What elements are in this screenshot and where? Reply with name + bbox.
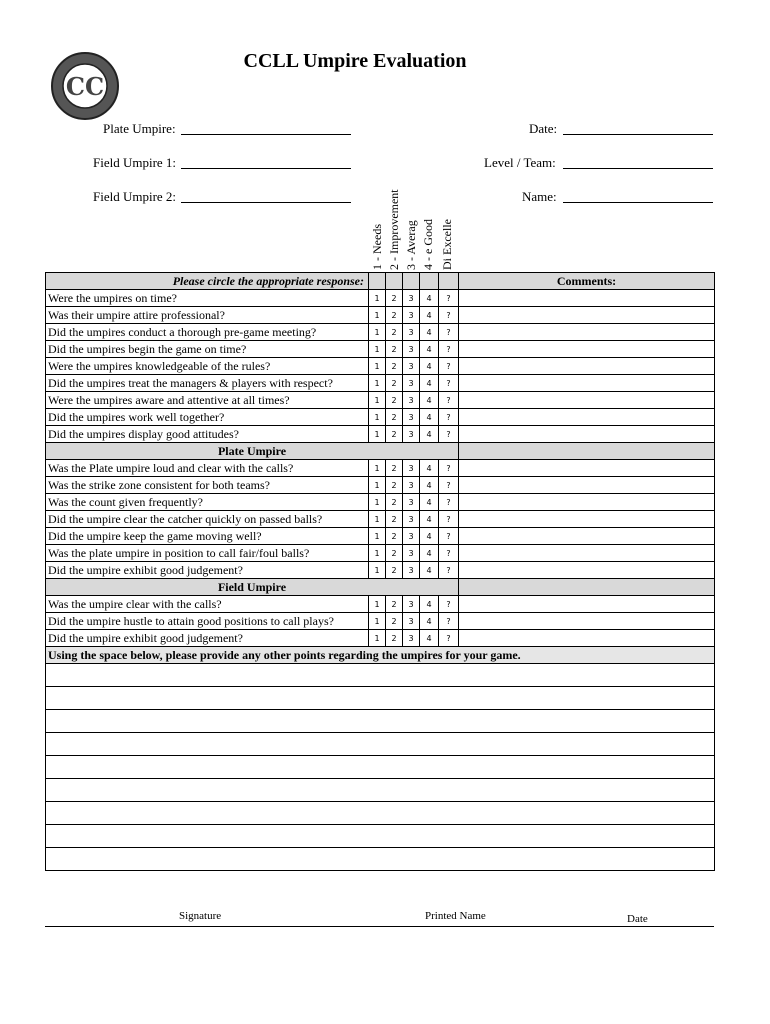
- plate-umpire-section: [46, 443, 715, 460]
- comment-cell[interactable]: [459, 290, 715, 307]
- question-row: [46, 528, 715, 545]
- question-row: [46, 392, 715, 409]
- notes-prompt-row: [46, 647, 715, 664]
- notes-line[interactable]: [46, 802, 715, 825]
- question-row: [46, 290, 715, 307]
- rating-option-1[interactable]: 1: [369, 375, 386, 392]
- question-row: [46, 358, 715, 375]
- rating-option-1[interactable]: 1: [369, 613, 386, 630]
- question-text: Did the umpire hustle to attain good positions to call plays?: [46, 613, 369, 630]
- rating-option-5[interactable]: ?: [439, 494, 459, 511]
- rating-option-3[interactable]: 3: [403, 630, 420, 647]
- comment-cell[interactable]: [459, 324, 715, 341]
- rating-option-3[interactable]: 3: [403, 562, 420, 579]
- question-text: Did the umpires conduct a thorough pre-game meeting?: [46, 324, 369, 341]
- notes-cell[interactable]: [46, 733, 715, 756]
- rating-option-4[interactable]: 4: [420, 426, 439, 443]
- rating-option-2[interactable]: 2: [386, 494, 403, 511]
- comment-cell[interactable]: [459, 562, 715, 579]
- rating-option-3[interactable]: 3: [403, 358, 420, 375]
- rating-option-2[interactable]: 2: [386, 596, 403, 613]
- rating-option-4[interactable]: 4: [420, 375, 439, 392]
- question-text: Did the umpires treat the managers & players with respect?: [46, 375, 369, 392]
- question-row: [46, 324, 715, 341]
- rating-option-4[interactable]: 4: [420, 596, 439, 613]
- question-text: Did the umpires display good attitudes?: [46, 426, 369, 443]
- question-text: Did the umpires begin the game on time?: [46, 341, 369, 358]
- rating-option-1[interactable]: 1: [369, 511, 386, 528]
- rating-option-5[interactable]: ?: [439, 392, 459, 409]
- rating-option-4[interactable]: 4: [420, 392, 439, 409]
- rating-option-2[interactable]: 2: [386, 375, 403, 392]
- notes-cell[interactable]: [46, 825, 715, 848]
- notes-cell[interactable]: [46, 848, 715, 871]
- question-row: [46, 426, 715, 443]
- field-umpire-1-label: Field Umpire 1:: [93, 155, 177, 170]
- rating-option-1[interactable]: 1: [369, 596, 386, 613]
- rating-option-2[interactable]: 2: [386, 341, 403, 358]
- comment-cell[interactable]: [459, 545, 715, 562]
- rating-option-3[interactable]: 3: [403, 511, 420, 528]
- field-umpire-section: [46, 579, 715, 596]
- rating-option-4[interactable]: 4: [420, 358, 439, 375]
- rating-option-3[interactable]: 3: [403, 341, 420, 358]
- notes-cell[interactable]: [46, 756, 715, 779]
- rating-option-2[interactable]: 2: [386, 630, 403, 647]
- question-row: [46, 409, 715, 426]
- rating-header-4: 4 - e Good: [421, 219, 435, 270]
- rating-option-1[interactable]: 1: [369, 341, 386, 358]
- level-team-field[interactable]: [563, 168, 713, 169]
- signature-date-label: Date: [627, 913, 648, 925]
- comment-cell[interactable]: [459, 443, 715, 460]
- question-text: Was the plate umpire in position to call fair/foul balls?: [46, 545, 369, 562]
- rating-option-2[interactable]: 2: [386, 511, 403, 528]
- rating-option-5[interactable]: ?: [439, 596, 459, 613]
- rating-option-2[interactable]: 2: [386, 528, 403, 545]
- signature-line[interactable]: [45, 926, 714, 927]
- comment-cell[interactable]: [459, 494, 715, 511]
- question-text: Did the umpire keep the game moving well?: [46, 528, 369, 545]
- comment-cell[interactable]: [459, 341, 715, 358]
- notes-cell[interactable]: [46, 687, 715, 710]
- comment-cell[interactable]: [459, 426, 715, 443]
- rating-option-1[interactable]: 1: [369, 426, 386, 443]
- name-field[interactable]: [563, 202, 713, 203]
- rating-option-5[interactable]: ?: [439, 528, 459, 545]
- question-row: [46, 545, 715, 562]
- rating-option-5[interactable]: ?: [439, 290, 459, 307]
- rating-option-2[interactable]: 2: [386, 545, 403, 562]
- question-row: [46, 596, 715, 613]
- question-row: [46, 307, 715, 324]
- rating-option-3[interactable]: 3: [403, 307, 420, 324]
- comment-cell[interactable]: [459, 613, 715, 630]
- rating-header-2: 2 - Improvement: [387, 189, 401, 270]
- notes-cell[interactable]: [46, 779, 715, 802]
- rating-option-1[interactable]: 1: [369, 460, 386, 477]
- rating-option-1[interactable]: 1: [369, 392, 386, 409]
- rating-option-4[interactable]: 4: [420, 630, 439, 647]
- rating-option-5[interactable]: ?: [439, 341, 459, 358]
- rating-option-4[interactable]: 4: [420, 511, 439, 528]
- date-label: Date:: [529, 121, 558, 136]
- level-team-label: Level / Team:: [484, 155, 556, 170]
- question-text: Were the umpires on time?: [46, 290, 369, 307]
- comment-cell[interactable]: [459, 579, 715, 596]
- rating-option-5[interactable]: ?: [439, 477, 459, 494]
- plate-umpire-field[interactable]: [181, 134, 351, 135]
- rating-option-4[interactable]: 4: [420, 460, 439, 477]
- question-text: Was the Plate umpire loud and clear with the calls?: [46, 460, 369, 477]
- notes-cell[interactable]: [46, 664, 715, 687]
- rating-option-5[interactable]: ?: [439, 545, 459, 562]
- question-row: [46, 494, 715, 511]
- date-field[interactable]: [563, 134, 713, 135]
- rating-option-5[interactable]: ?: [439, 426, 459, 443]
- rating-option-2[interactable]: 2: [386, 324, 403, 341]
- rating-option-1[interactable]: 1: [369, 545, 386, 562]
- rating-option-3[interactable]: 3: [403, 494, 420, 511]
- logo-initials: CC: [65, 72, 105, 101]
- rating-option-3[interactable]: 3: [403, 596, 420, 613]
- rating-option-2[interactable]: 2: [386, 358, 403, 375]
- rating-option-5[interactable]: ?: [439, 324, 459, 341]
- rating-option-4[interactable]: 4: [420, 613, 439, 630]
- notes-line[interactable]: [46, 825, 715, 848]
- rating-option-1[interactable]: 1: [369, 477, 386, 494]
- comment-cell[interactable]: [459, 511, 715, 528]
- question-row: [46, 562, 715, 579]
- rating-option-5[interactable]: ?: [439, 358, 459, 375]
- rating-option-1[interactable]: 1: [369, 562, 386, 579]
- comment-cell[interactable]: [459, 358, 715, 375]
- name-label: Name:: [522, 189, 557, 204]
- rating-option-5[interactable]: ?: [439, 562, 459, 579]
- rating-option-3[interactable]: 3: [403, 460, 420, 477]
- notes-line[interactable]: [46, 687, 715, 710]
- rating-option-5[interactable]: ?: [439, 375, 459, 392]
- rating-option-4[interactable]: 4: [420, 307, 439, 324]
- rating-option-3[interactable]: 3: [403, 290, 420, 307]
- table-header-row: [46, 273, 715, 290]
- comment-cell[interactable]: [459, 596, 715, 613]
- question-text: Was the umpire clear with the calls?: [46, 596, 369, 613]
- rating-option-4[interactable]: 4: [420, 528, 439, 545]
- rating-header-5: Di Excelle: [440, 219, 454, 270]
- rating-option-4[interactable]: 4: [420, 477, 439, 494]
- field-umpire-1-field[interactable]: [181, 168, 351, 169]
- notes-prompt: Using the space below, please provide any other points regarding the umpires for your game.: [46, 647, 715, 664]
- rating-option-5[interactable]: ?: [439, 613, 459, 630]
- notes-line[interactable]: [46, 733, 715, 756]
- evaluation-table: [45, 272, 715, 871]
- rating-header-3: 3 - Averag: [404, 220, 418, 270]
- field-umpire-2-label: Field Umpire 2:: [93, 189, 177, 204]
- comment-cell[interactable]: [459, 307, 715, 324]
- signature-label: Signature: [179, 910, 222, 922]
- question-row: [46, 477, 715, 494]
- rating-option-1[interactable]: 1: [369, 494, 386, 511]
- question-row: [46, 613, 715, 630]
- rating-option-3[interactable]: 3: [403, 375, 420, 392]
- comment-cell[interactable]: [459, 528, 715, 545]
- rating-option-2[interactable]: 2: [386, 460, 403, 477]
- question-text: Did the umpire clear the catcher quickly on passed balls?: [46, 511, 369, 528]
- question-row: [46, 630, 715, 647]
- notes-cell[interactable]: [46, 710, 715, 733]
- rating-option-5[interactable]: ?: [439, 307, 459, 324]
- rating-header-1: 1 - Needs: [370, 224, 384, 270]
- comment-cell[interactable]: [459, 630, 715, 647]
- rating-option-1[interactable]: 1: [369, 307, 386, 324]
- rating-option-1[interactable]: 1: [369, 630, 386, 647]
- rating-option-1[interactable]: 1: [369, 409, 386, 426]
- rating-option-3[interactable]: 3: [403, 545, 420, 562]
- question-row: [46, 341, 715, 358]
- rating-option-1[interactable]: 1: [369, 290, 386, 307]
- rating-option-2[interactable]: 2: [386, 613, 403, 630]
- notes-line[interactable]: [46, 664, 715, 687]
- plate-umpire-label: Plate Umpire:: [103, 121, 176, 136]
- rating-option-4[interactable]: 4: [420, 341, 439, 358]
- rating-option-5[interactable]: ?: [439, 409, 459, 426]
- rating-option-4[interactable]: 4: [420, 494, 439, 511]
- instruction-label: Please circle the appropriate response:: [46, 273, 369, 290]
- question-row: [46, 511, 715, 528]
- comment-cell[interactable]: [459, 392, 715, 409]
- question-text: Did the umpire exhibit good judgement?: [46, 562, 369, 579]
- rating-option-4[interactable]: 4: [420, 545, 439, 562]
- comment-cell[interactable]: [459, 477, 715, 494]
- rating-option-3[interactable]: 3: [403, 613, 420, 630]
- comment-cell[interactable]: [459, 460, 715, 477]
- rating-option-2[interactable]: 2: [386, 426, 403, 443]
- rating-option-1[interactable]: 1: [369, 358, 386, 375]
- rating-option-1[interactable]: 1: [369, 528, 386, 545]
- question-text: Were the umpires knowledgeable of the rules?: [46, 358, 369, 375]
- plate-umpire-section-label: Plate Umpire: [46, 443, 459, 460]
- notes-line[interactable]: [46, 710, 715, 733]
- rating-option-4[interactable]: 4: [420, 409, 439, 426]
- rating-option-3[interactable]: 3: [403, 528, 420, 545]
- question-text: Was their umpire attire professional?: [46, 307, 369, 324]
- rating-option-2[interactable]: 2: [386, 307, 403, 324]
- notes-cell[interactable]: [46, 802, 715, 825]
- question-row: [46, 460, 715, 477]
- rating-option-2[interactable]: 2: [386, 409, 403, 426]
- rating-option-5[interactable]: ?: [439, 630, 459, 647]
- rating-option-2[interactable]: 2: [386, 477, 403, 494]
- rating-option-4[interactable]: 4: [420, 562, 439, 579]
- rating-option-4[interactable]: 4: [420, 324, 439, 341]
- question-text: Was the strike zone consistent for both teams?: [46, 477, 369, 494]
- rating-option-2[interactable]: 2: [386, 562, 403, 579]
- question-text: Were the umpires aware and attentive at all times?: [46, 392, 369, 409]
- field-umpire-2-field[interactable]: [181, 202, 351, 203]
- question-text: Did the umpires work well together?: [46, 409, 369, 426]
- question-text: Was the count given frequently?: [46, 494, 369, 511]
- rating-option-3[interactable]: 3: [403, 392, 420, 409]
- comments-label: Comments:: [459, 273, 715, 290]
- rating-option-4[interactable]: 4: [420, 290, 439, 307]
- comment-cell[interactable]: [459, 375, 715, 392]
- question-text: Did the umpire exhibit good judgement?: [46, 630, 369, 647]
- field-umpire-section-label: Field Umpire: [46, 579, 459, 596]
- comment-cell[interactable]: [459, 409, 715, 426]
- notes-line[interactable]: [46, 779, 715, 802]
- notes-line[interactable]: [46, 756, 715, 779]
- league-seal-icon: [50, 51, 120, 121]
- rating-option-5[interactable]: ?: [439, 511, 459, 528]
- rating-option-3[interactable]: 3: [403, 324, 420, 341]
- question-row: [46, 375, 715, 392]
- notes-line[interactable]: [46, 848, 715, 871]
- rating-option-3[interactable]: 3: [403, 409, 420, 426]
- rating-option-5[interactable]: ?: [439, 460, 459, 477]
- rating-option-3[interactable]: 3: [403, 426, 420, 443]
- rating-option-2[interactable]: 2: [386, 290, 403, 307]
- rating-option-2[interactable]: 2: [386, 392, 403, 409]
- rating-option-1[interactable]: 1: [369, 324, 386, 341]
- printed-name-label: Printed Name: [425, 910, 486, 922]
- page-title: CCLL Umpire Evaluation: [243, 50, 467, 72]
- rating-option-3[interactable]: 3: [403, 477, 420, 494]
